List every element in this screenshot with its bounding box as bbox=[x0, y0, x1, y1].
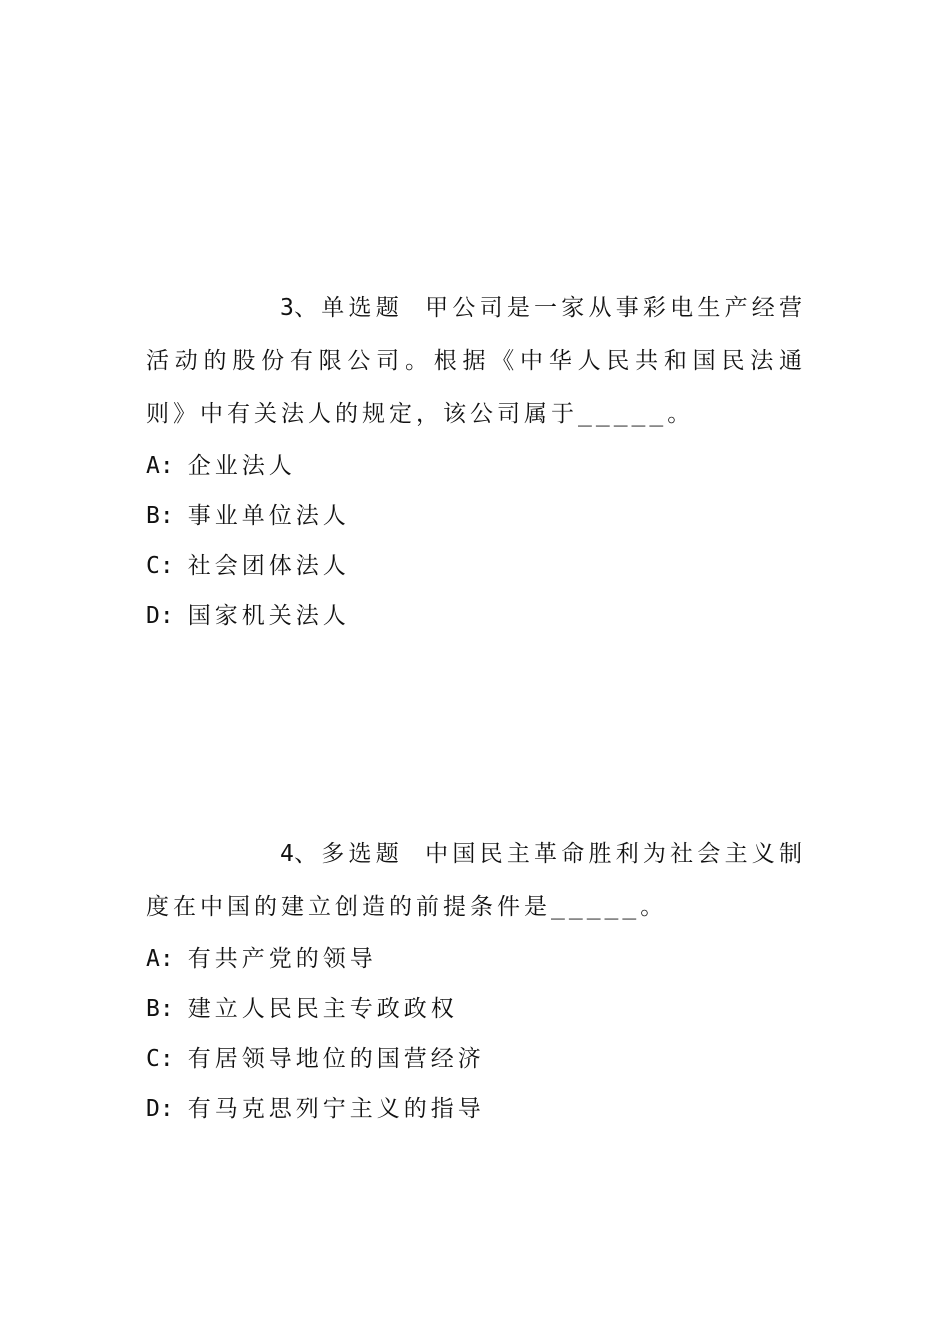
question-text: 中国民主革命胜利为社会主义制度在中国的建立创造的前提条件是_____。 bbox=[146, 841, 807, 920]
option-letter: B bbox=[146, 503, 160, 529]
question-text: 甲公司是一家从事彩电生产经营活动的股份有限公司。根据《中华人民共和国民法通则》中有关法人的规定，该公司属于_____。 bbox=[146, 295, 807, 427]
option-separator: : bbox=[159, 1046, 174, 1072]
option-letter: D bbox=[146, 1096, 160, 1122]
option-letter: C bbox=[146, 553, 160, 579]
option-text: 企业法人 bbox=[187, 453, 296, 479]
option-separator: : bbox=[159, 503, 174, 529]
option-c bbox=[146, 541, 806, 591]
option-list bbox=[146, 441, 806, 641]
option-a bbox=[146, 934, 806, 984]
option-letter: C bbox=[146, 1046, 160, 1072]
option-letter: A bbox=[146, 946, 160, 972]
option-letter: A bbox=[146, 453, 160, 479]
option-text: 事业单位法人 bbox=[187, 503, 350, 529]
number-separator: 、 bbox=[293, 841, 322, 867]
question-type: 多选题 bbox=[321, 841, 403, 867]
option-c bbox=[146, 1034, 806, 1084]
option-a bbox=[146, 441, 806, 491]
option-text: 国家机关法人 bbox=[187, 603, 350, 629]
option-letter: B bbox=[146, 996, 160, 1022]
option-text: 有居领导地位的国营经济 bbox=[187, 1046, 485, 1072]
option-letter: D bbox=[146, 603, 160, 629]
option-separator: : bbox=[159, 453, 174, 479]
question-stem bbox=[146, 282, 806, 441]
option-separator: : bbox=[159, 603, 174, 629]
option-text: 社会团体法人 bbox=[187, 553, 350, 579]
question-number: 3 bbox=[280, 295, 294, 321]
option-list bbox=[146, 934, 806, 1134]
question-4 bbox=[146, 828, 806, 1134]
option-separator: : bbox=[159, 553, 174, 579]
option-b bbox=[146, 491, 806, 541]
option-b bbox=[146, 984, 806, 1034]
option-text: 有马克思列宁主义的指导 bbox=[187, 1096, 485, 1122]
question-number: 4 bbox=[280, 841, 294, 867]
option-text: 有共产党的领导 bbox=[187, 946, 377, 972]
option-separator: : bbox=[159, 996, 174, 1022]
number-separator: 、 bbox=[293, 295, 322, 321]
option-separator: : bbox=[159, 1096, 174, 1122]
option-d bbox=[146, 1084, 806, 1134]
question-stem bbox=[146, 828, 806, 934]
option-text: 建立人民民主专政政权 bbox=[187, 996, 458, 1022]
option-separator: : bbox=[159, 946, 174, 972]
question-type: 单选题 bbox=[321, 295, 403, 321]
option-d bbox=[146, 591, 806, 641]
question-3 bbox=[146, 282, 806, 641]
